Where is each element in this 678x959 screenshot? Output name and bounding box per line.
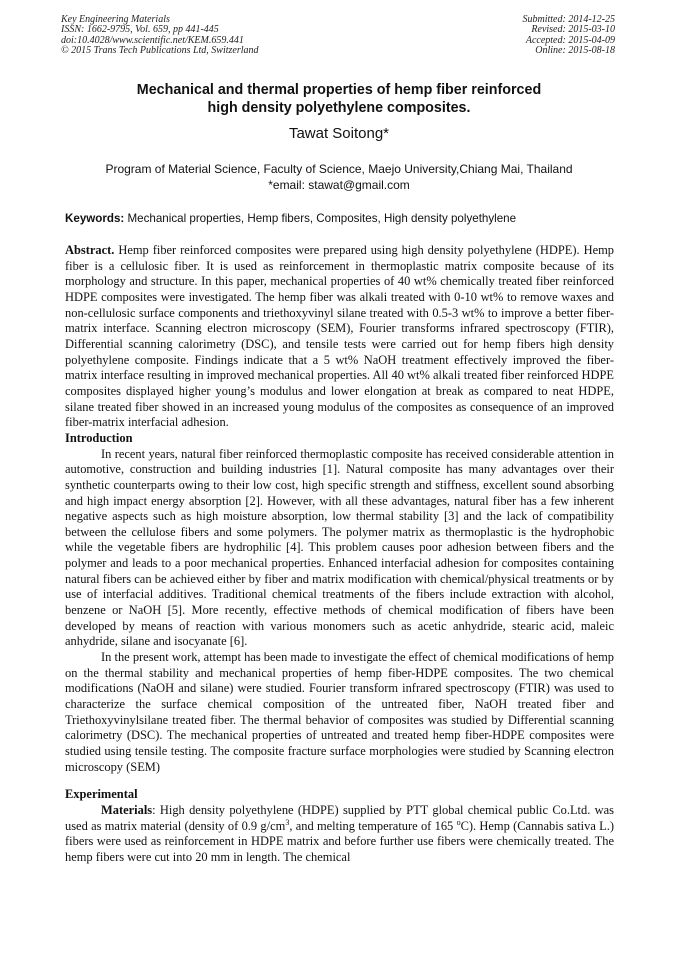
author-name: Tawat Soitong* — [288, 125, 390, 142]
author-affiliation-block — [40, 162, 638, 193]
degree-superscript: o — [456, 817, 461, 827]
keywords-label: Keywords: — [65, 212, 125, 225]
materials-text-c: C). Hemp (Cannabis sativa L.) fibers were used as reinforcement in HDPE matrix and before further use fibers were chemically treated. The hemp fibers were cut into 20 mm in length. The chemical — [65, 818, 615, 864]
introduction-heading: Introduction — [65, 430, 133, 445]
date-online: Online: 2015-08-18 — [535, 45, 615, 57]
title-line-1: Mechanical and thermal properties of hemp fiber reinforced — [136, 82, 542, 98]
materials-label: Materials — [101, 802, 153, 817]
abstract — [65, 243, 614, 431]
keywords-text: Mechanical properties, Hemp fibers, Composites, High density polyethylene — [124, 212, 517, 225]
experimental-heading: Experimental — [65, 787, 138, 802]
journal-copyright: © 2015 Trans Tech Publications Ltd, Switzerland — [61, 45, 259, 57]
abstract-text: Hemp fiber reinforced composites were prepared using high density polyethylene (HDPE). Hemp fiber is a cellulosic fiber. It is used as reinforcement in thermoplastic matrix composite because of its morphology and structure. In this paper, mechanical properties of 40 wt% chemically treated fiber reinforced HDPE composites were investigated. The hemp fiber was alkali treated with 0-10 wt% to remove waxes and non-cellulosic surface components and triethoxyvinyl silane treated with 0.5-3 wt% to improve a better fiber-matrix interface. Scanning electron microscopy (SEM), Fourier transforms infrared spectroscopy (FTIR), Differential scanning calorimetry (DSC), and tensile tests were carried out for hemp fibers high density polyethylene composite. Findings indicate that a 5 wt% NaOH treatment effectively improved the fiber-matrix interface resulting in improved mechanical properties. All 40 wt% alkali treated fiber reinforced HDPE composites displayed higher young’s modulus and lower elongation at break as compared to neat HDPE, silane treated fiber showed in an increased young modulus of the composites as consequence of an improved fiber-matrix interfacial adhesion. — [65, 243, 614, 430]
author-email: *email: stawat@gmail.com — [268, 177, 410, 192]
affiliation: Program of Material Science, Faculty of Science, Maejo University,Chiang Mai, Thailand — [105, 162, 573, 176]
journal-doi: doi:10.4028/www.scientific.net/KEM.659.441 — [61, 34, 244, 46]
density-superscript: 3 — [285, 817, 290, 827]
date-accepted: Accepted: 2015-04-09 — [525, 34, 615, 46]
keywords — [65, 211, 625, 226]
introduction-paragraph-1: In recent years, natural fiber reinforced thermoplastic composite has received considerable attention in automotive, construction and building industries [1]. Natural composite has many advantages over their synthetic counterparts owing to their low cost, high specific strength and stiffness, excellent sound absorbing and high impact energy absorption [2]. However, with all these advantages, natural fiber has a few inherent negative aspects such as high moisture absorption, low thermal stability [3] and the lack of compatibility between the cellulose fibers and some polymers. The polymer matrix as thermoplastic is the hydrophobic while the vegetable fibers are hydrophilic [4]. This problem causes poor adhesion between fibers and the polymer and leads to a poor mechanical properties. Enhanced interfacial adhesion for composites containing natural fibers can be achieved either by fiber and matrix modification with chemical/physical treatments or by use of interfacial additives. Traditional chemical treatments of the fibers include extraction with alcohol, benzene or NaOH [5]. More recently, effective methods of chemical modification of fibers have been developed by means of reaction with various monomers such as acetic anhydride, stearic acid, maleic anhydride, silane and isocyanate [6]. — [65, 446, 614, 649]
publication-dates — [523, 15, 616, 57]
paper-body — [65, 243, 614, 866]
materials-text-b: , and melting temperature of 165 — [289, 818, 457, 833]
date-submitted: Submitted: 2014-12-25 — [522, 14, 615, 25]
journal-issn: ISSN: 1662-9795, Vol. 659, pp 441-445 — [61, 24, 219, 36]
date-revised: Revised: 2015-03-10 — [531, 24, 615, 36]
journal-info — [61, 15, 259, 57]
title-line-2: high density polyethylene composites. — [207, 100, 471, 116]
materials-paragraph — [65, 803, 614, 866]
journal-name: Key Engineering Materials — [61, 14, 170, 25]
materials-text-a: : High density polyethylene (HDPE) supplied by PTT global chemical public Co.Ltd. was used as matrix material (density of 0.9 g/cm — [65, 802, 614, 833]
paper-title — [40, 81, 638, 117]
abstract-label: Abstract. — [65, 243, 115, 257]
section-gap — [65, 775, 614, 787]
introduction-paragraph-2: In the present work, attempt has been made to investigate the effect of chemical modifications of hemp on the thermal stability and mechanical properties of hemp fiber-HDPE composites. The two chemical modifications (NaOH and silane) were studied. Fourier transform infrared spectroscopy (FTIR) was used to characterize the surface chemical composition of the untreated fiber, NaOH treated fiber and Triethoxyvinylsilane treated fiber. The thermal behavior of composites was studied by Differential scanning calorimetry (DSC). The mechanical properties of untreated and treated hemp fiber-HDPE composites were studied using tensile testing. The composite fracture surface morphologies were studied by Scanning electron microscopy (SEM) — [65, 650, 614, 774]
